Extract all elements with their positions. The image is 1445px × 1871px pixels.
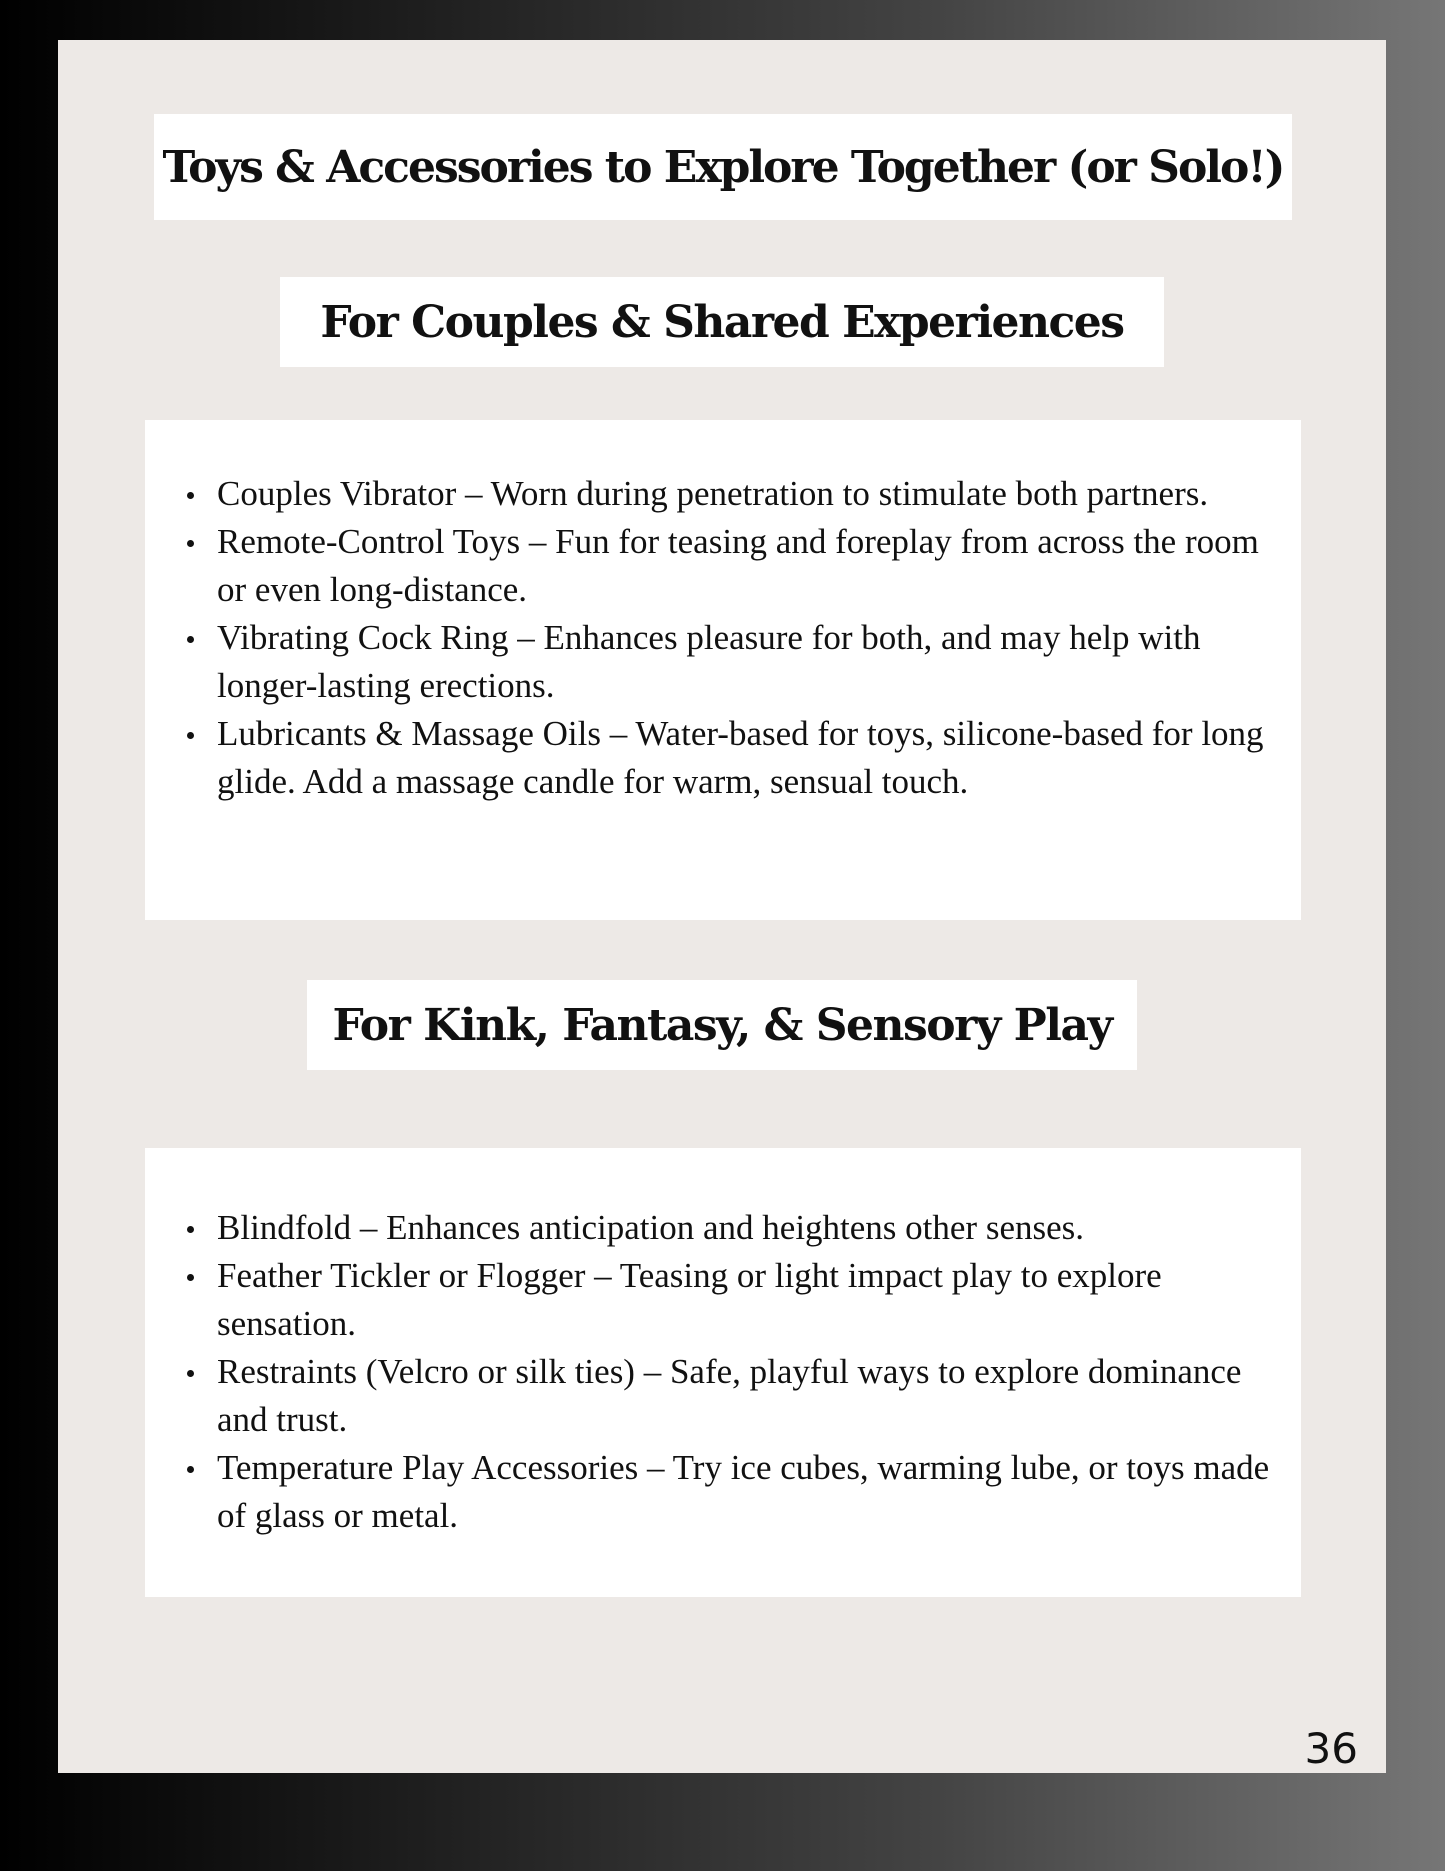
document-page <box>58 40 1386 1773</box>
section-heading-kink: For Kink, Fantasy, & Sensory Play <box>332 999 1112 1051</box>
list-item: Restraints (Velcro or silk ties) – Safe, playful ways to explore dominance and trust. <box>217 1348 1271 1444</box>
kink-list-card <box>145 1148 1301 1597</box>
list-item: Blindfold – Enhances anticipation and heightens other senses. <box>217 1204 1271 1252</box>
list-item: Temperature Play Accessories – Try ice cubes, warming lube, or toys made of glass or metal. <box>217 1444 1271 1540</box>
section-heading-banner-kink <box>307 980 1137 1070</box>
list-item: Feather Tickler or Flogger – Teasing or light impact play to explore sensation. <box>217 1252 1271 1348</box>
section-heading-couples: For Couples & Shared Experiences <box>320 296 1124 348</box>
page-number: 36 <box>1304 1724 1358 1773</box>
list-item: Couples Vibrator – Worn during penetration to stimulate both partners. <box>217 470 1271 518</box>
title-banner <box>154 114 1292 220</box>
couples-bullet-list <box>183 470 1271 806</box>
list-item: Vibrating Cock Ring – Enhances pleasure for both, and may help with longer-lasting erections. <box>217 614 1271 710</box>
list-item: Remote-Control Toys – Fun for teasing and foreplay from across the room or even long-distance. <box>217 518 1271 614</box>
couples-list-card <box>145 420 1301 920</box>
section-heading-banner-couples <box>280 277 1164 367</box>
page-title: Toys & Accessories to Explore Together (or Solo!) <box>162 141 1284 193</box>
kink-bullet-list <box>183 1204 1271 1540</box>
list-item: Lubricants & Massage Oils – Water-based for toys, silicone-based for long glide. Add a massage candle for warm, sensual touch. <box>217 710 1271 806</box>
